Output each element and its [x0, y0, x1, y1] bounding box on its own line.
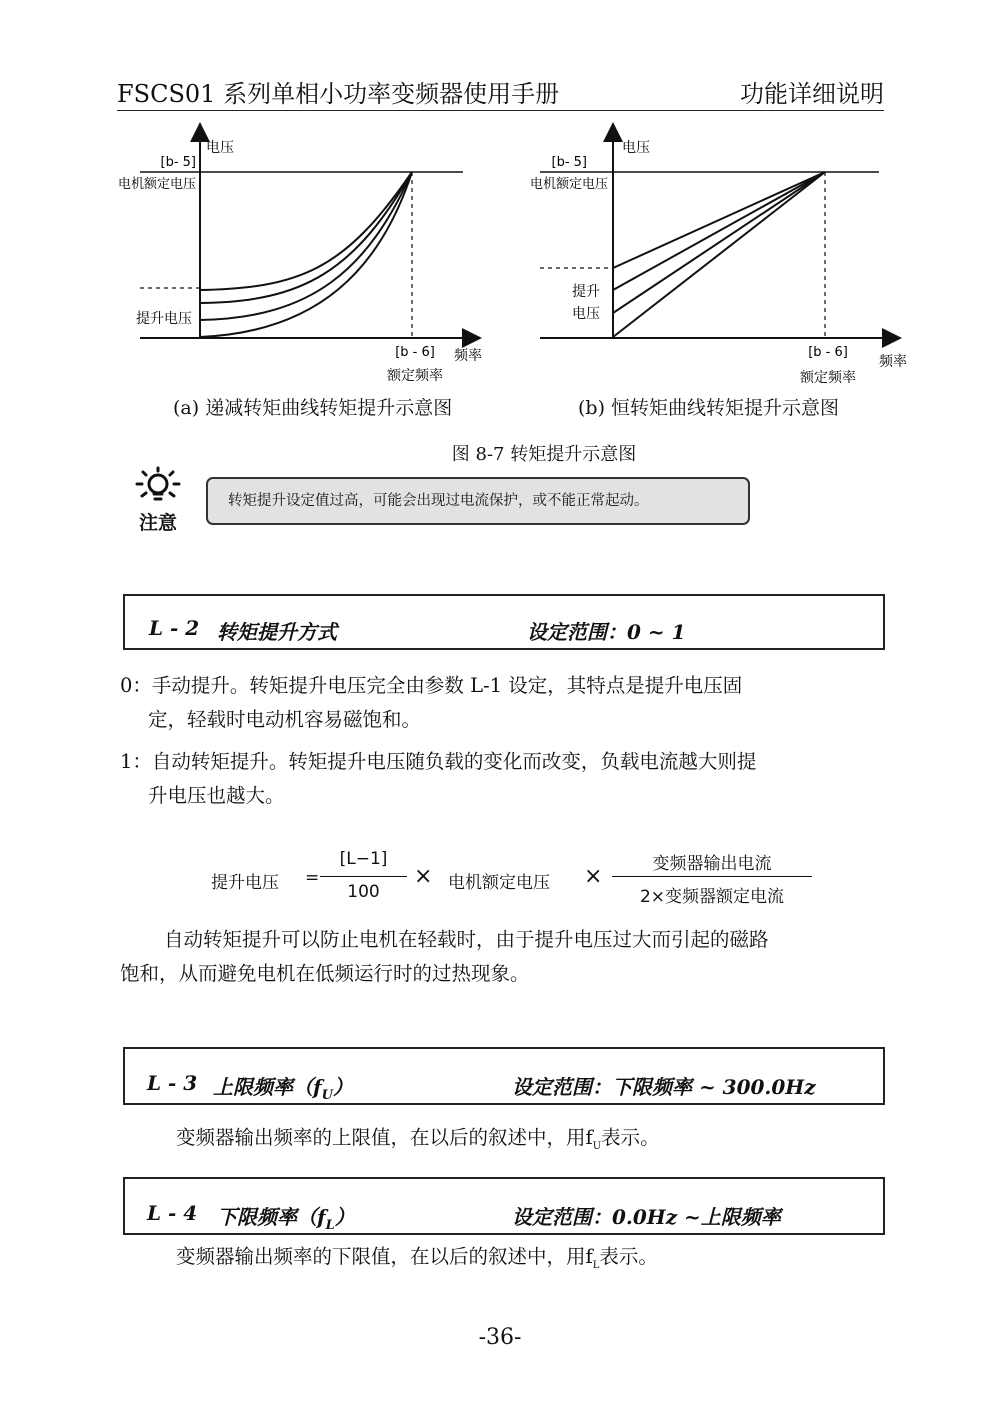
formula-times-1: ×	[414, 864, 433, 889]
note-label: 注意	[138, 512, 177, 534]
l4-description-subscript: L	[592, 1259, 600, 1271]
l3-description	[176, 1121, 946, 1164]
x-code: [b - 6]	[808, 345, 848, 360]
param-l2-box	[123, 594, 885, 650]
y-boost-label: 提升电压	[136, 311, 192, 327]
l2-option-1-line1: 1：自动转矩提升。转矩提升电压随负载的变化而改变，负载电流越大则提	[120, 750, 757, 773]
formula-lhs: 提升电压	[211, 873, 279, 893]
x-axis-label: 频率	[454, 348, 482, 364]
y-boost-label-2: 电压	[572, 306, 600, 322]
header-section: 功能详细说明	[740, 80, 884, 108]
x-rated-label: 额定频率	[800, 370, 856, 386]
figure-caption: 图 8-7 转矩提升示意图	[451, 444, 637, 465]
x-axis-label: 频率	[879, 354, 907, 370]
formula-num1: [L−1]	[339, 849, 388, 869]
page-number: -36-	[478, 1325, 522, 1350]
y-axis-label: 电压	[622, 140, 650, 156]
formula-den2: 2×变频器额定电流	[639, 887, 785, 907]
y-boost-label-1: 提升	[572, 284, 600, 300]
formula-middle: 电机额定电压	[448, 873, 550, 893]
param-l4-range: 设定范围：0.0Hz ~上限频率	[512, 1205, 781, 1229]
y-top-label: 电机额定电压	[529, 177, 608, 192]
l2-option-0-line1: 0：手动提升。转矩提升电压完全由参数 L-1 设定，其特点是提升电压固	[120, 674, 743, 697]
y-axis-label: 电压	[206, 140, 234, 156]
x-code: [b - 6]	[395, 345, 435, 360]
l4-description-text: 变频器输出频率的下限值，在以后的叙述中，用f	[176, 1245, 593, 1268]
auto-boost-paragraph	[120, 923, 890, 991]
param-l4-close: ）	[334, 1205, 355, 1229]
l2-option-0	[120, 669, 890, 737]
curve-4	[200, 172, 412, 337]
l2-option-1-line2: 升电压也越大。	[148, 784, 285, 807]
param-l2-code: L - 2	[149, 616, 200, 640]
fraction-bar-2	[612, 876, 812, 877]
chart-b	[500, 120, 1000, 400]
l2-option-1	[120, 745, 890, 813]
fraction-bar-1	[320, 876, 407, 877]
formula-num2: 变频器输出电流	[652, 854, 772, 874]
chart-a	[0, 120, 500, 400]
l4-description-end: 表示。	[599, 1245, 658, 1268]
caption-b: (b) 恒转矩曲线转矩提升示意图	[578, 397, 840, 419]
param-l4-symbol: f	[317, 1205, 326, 1229]
y-top-code: [b- 5]	[551, 155, 587, 170]
curve-3	[200, 172, 412, 320]
param-l2-range: 设定范围：0 ~ 1	[527, 620, 686, 644]
l3-description-subscript: U	[592, 1140, 602, 1152]
l2-option-0-line2: 定，轻载时电动机容易磁饱和。	[148, 708, 422, 731]
y-top-label: 电机额定电压	[117, 177, 196, 192]
param-l3-subscript: U	[321, 1088, 333, 1103]
param-l3-name-group	[213, 1071, 353, 1103]
header-title: FSCS01 系列单相小功率变频器使用手册	[117, 80, 560, 108]
param-l3-range: 设定范围：下限频率 ~ 300.0Hz	[512, 1075, 816, 1099]
param-l3-name: 上限频率（	[213, 1075, 313, 1099]
param-l4-name-group	[217, 1201, 355, 1233]
param-l3-code: L - 3	[147, 1071, 198, 1095]
line-2	[613, 172, 825, 290]
param-l4-name: 下限频率（	[217, 1205, 317, 1229]
curve-2	[200, 172, 412, 303]
auto-boost-line2: 饱和，从而避免电机在低频运行时的过热现象。	[120, 962, 530, 985]
formula-eq: =	[305, 868, 320, 888]
formula-den1: 100	[347, 882, 380, 902]
note-text: 转矩提升设定值过高，可能会出现过电流保护，或不能正常起动。	[228, 493, 649, 509]
param-l4-subscript: L	[325, 1218, 335, 1233]
param-l3-close: ）	[332, 1075, 353, 1099]
x-rated-label: 额定频率	[387, 368, 443, 384]
param-l4-box	[123, 1177, 885, 1235]
formula-times-2: ×	[584, 864, 603, 889]
l4-description	[176, 1240, 946, 1283]
header-rule	[117, 110, 884, 111]
caption-a: (a) 递减转矩曲线转矩提升示意图	[173, 397, 453, 419]
auto-boost-line1: 自动转矩提升可以防止电机在轻载时，由于提升电压过大而引起的磁路	[164, 928, 769, 951]
param-l4-code: L - 4	[147, 1201, 198, 1225]
l3-description-end: 表示。	[601, 1126, 660, 1149]
param-l3-box	[123, 1047, 885, 1105]
param-l3-symbol: f	[313, 1075, 322, 1099]
y-top-code: [b- 5]	[160, 155, 196, 170]
l3-description-text: 变频器输出频率的上限值，在以后的叙述中，用f	[176, 1126, 593, 1149]
note-box	[206, 477, 750, 525]
param-l2-name: 转矩提升方式	[217, 620, 337, 644]
line-3	[613, 172, 825, 313]
lightbulb-icon	[133, 466, 183, 506]
